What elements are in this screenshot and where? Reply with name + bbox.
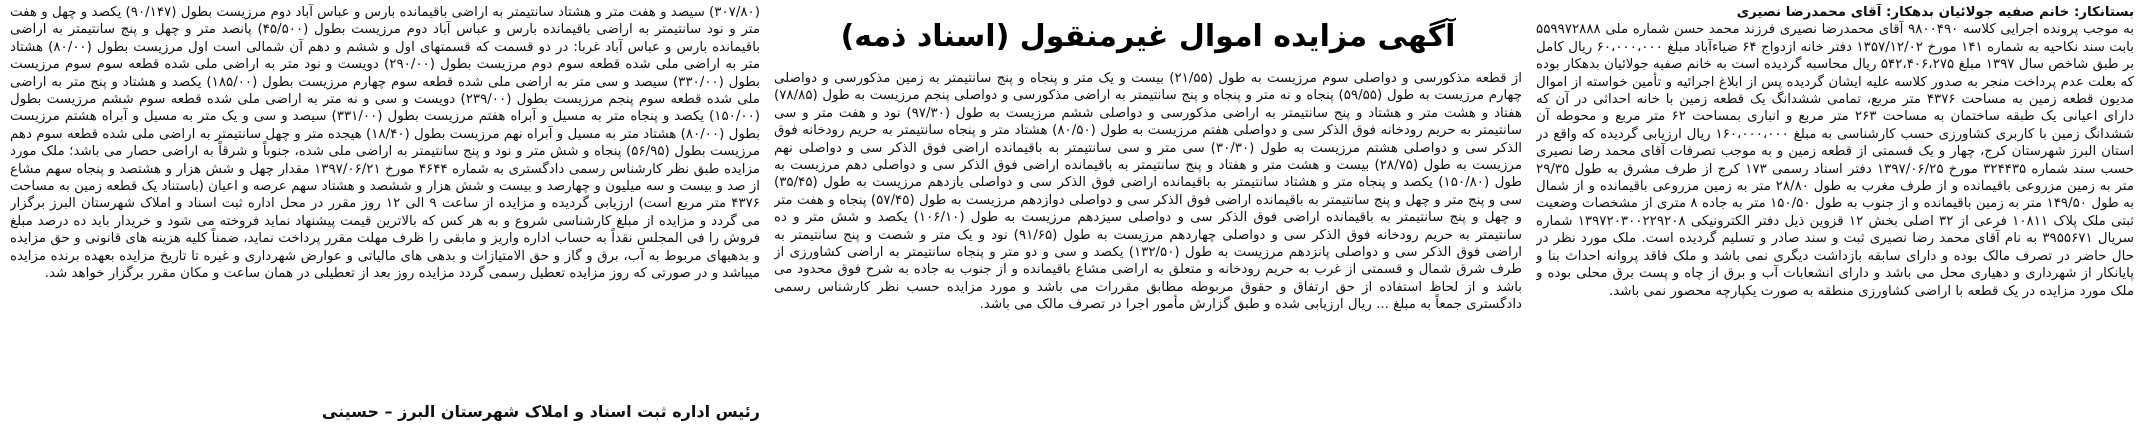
notice-body-left: (۳۰۷/۸۰) سیصد و هفت متر و هشتاد سانتیمتر به اراضی باقیمانده بارس و عباس آباد دوم مرزیست بطول (۹۰/۱۴۷) یکصد و چهل و هفت متر و نود سانتیمتر به اراضی باقیمانده بارس و عباس آباد دوم مرزیست بطول (۴۵/۵۰۰) پانصد متر و چهل و پنج سانتیمتر به اراضی باقیمانده بارس و عباس آباد غربا: در دو قسمت که قسمتهای اول و ششم و دهم آن شمالی است اول مرزیست بطول (۸۰/۰۰) هشتاد متر به اراضی ملی شده قطعه سوم دوم مرزیست بطول (۲۹۰/۰۰) دویست و نود متر به اراضی ملی شده قطعه سوم سوم مرزیست بطول (۳۳۰/۰۰) سیصد و سی متر به اراضی ملی شده قطعه سوم چهارم مرزیست بطول (۱۸۵/۰۰) یکصد و هشتاد و پنج متر به اراضی ملی شده قطعه سوم پنجم مرزیست بطول (۲۳۹/۰۰) دویست و سی و نه متر به اراضی ملی شده قطعه سوم ششم مرزیست بطول (۱۵۰/۰۰) یکصد و پنجاه متر به مسیل و آبراه هفتم مرزیست بطول (۳۳۱/۰۰) سیصد و سی و یک متر به مسیل و آبراه هشتم مرزیست بطول (۸۰/۰۰) هشتاد متر به مسیل و آبراه نهم مرزیست بطول (۱۸/۴۰) هیجده متر و چهل سانتیمتر به اراضی ملی شده قطعه سوم دهم مرزیست بطول (۵۶/۹۵) پنجاه و شش متر و نود و پنج سانتیمتر به اراضی ملی شده، جنوباً و شرقاً به اراضی حصار می باشد؛ ملک مورد مزایده طبق نظر کارشناس رسمی دادگستری به شماره ۴۶۴۴ مورخ ۱۳۹۷/۰۶/۲۱ مقدار چهل و شش هزار و هشتصد و پنجاه سهم مشاع از صد و بیست و سه میلیون و چهارصد و بیست و شش هزار و ششصد و هشتاد سهم عرصه و اعیان (باستناد یک قطعه زمین به مساحت ۴۳۷۶ متر مربع است) ارزیابی گردیده و مزایده از ساعت ۹ الی ۱۲ روز مقرر در محل اداره ثبت اسناد و املاک شهرستان البرز برگزار می گردد و مزایده از مبلغ کارشناسی شروع و به هر کس که بالاترین قیمت پیشنهاد نماید فروخته می شود و خریدار باید ده درصد مبلغ فروش را فی المجلس نقداً به حساب اداره واریز و مابقی را ظرف مهلت مقرر پرداخت نماید، ضمناً کلیه هزینه های قانونی و حق مزایده و بدهیهای مربوط به آب، برق و گاز و حق الامتیازات و بدهی های مالیاتی و عوارض شهرداری و غیره تا تاریخ مزایده بعهده برنده مزایده میباشد و در صورتی که روز مزایده تعطیل رسمی گردد مزایده روز بعد از تعطیلی در همان ساعت و مکان مقرر برگزار خواهد شد. [10, 5, 760, 282]
title-wrap [774, 4, 1522, 70]
creditor-debtor-line: بستانکار: خانم صفیه جولائیان بدهکار: آقای محمدرضا نصیری [1736, 5, 2134, 20]
notice-body-middle-wrap [774, 70, 1522, 423]
auction-notice [6, 4, 2134, 423]
notice-body-right: به موجب پرونده اجرایی کلاسه ۹۸۰۰۴۹۰ آقای محمدرضا نصیری فرزند محمد حسن شماره ملی ۵۵۹۹۷۲۸۸۸ بابت سند نکاحیه به شماره ۱۴۱ مورخ ۱۳۵۷/۱۲/۰۲ دفتر خانه ازدواج ۶۴ ضیاءآباد مبلغ ۶۰،۰۰۰،۰۰۰ ریال کامل بر طبق شاخص سال ۱۳۹۷ مبلغ ۵۴۲،۴۰۶،۲۷۵ ریال محاسبه گردیده است به خانم صفیه جولائیان بدهکار بوده که بعلت عدم پرداخت منجر به صدور کلاسه علیه ایشان گردیده پس از ابلاغ اجرائیه و تأمین خواسته از اموال مدیون قطعه زمین به مساحت ۴۳۷۶ متر مربع، تمامی ششدانگ یک قطعه زمین با خانه احداثی در آن که دارای اعیانی یک طبقه ساختمان به مساحت ۲۶۳ متر مربع و انباری بمساحت ۶۲ متر مربع و محوطه آن ششدانگ زمین با کاربری کشاورزی حسب کارشناسی به مبلغ ۱۶۰،۰۰۰،۰۰۰ ریال ارزیابی گردیده که واقع در استان البرز شهرستان کرج، چهار و یک قسمتی از قطعه زمین و به موجب تصرفات آقای محمد رضا نصیری حسب سند شماره ۳۲۴۴۳۵ مورخ ۱۳۹۷/۰۶/۲۵ دفتر اسناد رسمی ۱۷۳ کرج از طرف مشرق به طول ۲۹/۳۵ متر به زمین مزروعی باقیمانده و از طرف مغرب به طول ۲۸/۸۰ متر به زمین مزروعی باقیمانده و از شمال به طول ۱۴۹/۵۰ متر به زمین باقیمانده و از جنوب به طول ۱۵۰/۵۰ متر به جاده ۸ متری از مشخصات وضعیت ثبتی ملک پلاک ۱۰۸۱۱ فرعی از ۳۲ اصلی بخش ۱۲ قزوین ذیل دفتر الکترونیکی ۱۳۹۷۲۰۳۰۰۲۲۹۲۰۸ شماره سریال ۳۹۵۵۶۷۱ به نام آقای محمد رضا نصیری ثبت و سند صادر و تسلیم گردیده است. ملک مورد نظر در حال حاضر در تصرف مالک بوده و دارای سابقه بازداشت دیگری نمی باشد و ملک فاقد پروانه احداث بنا و پایانکار از شهرداری و دهیاری محل می باشد و دارای انشعابات آب و برق از چاه و پست برق محلی بوده و ملک مورد مزایده در یک قطعه با اراضی کشاورزی منطقه به صورت یکپارچه محصور نمی باشد. [1536, 22, 2134, 299]
notice-column-right [1536, 4, 2134, 423]
notice-column-middle [774, 4, 1522, 423]
signature: رئیس اداره ثبت اسناد و املاک شهرستان البرز – حسینی [321, 402, 760, 421]
notice-body-left-wrap [10, 4, 760, 395]
notice-column-left [10, 4, 760, 423]
notice-body-middle: از قطعه مذکورسی و دواصلی سوم مرزیست به طول (۲۱/۵۵) بیست و یک متر و پنجاه و پنج سانتیمتر به زمین مذکورسی و دواصلی چهارم مرزیست به طول (۵۹/۵۵) پنجاه و نه متر و پنجاه و پنج سانتیمتر به اراضی مذکورسی و دواصلی پنجم مرزیست به طول (۷۸/۸۵) هفتاد و هشت متر و هشتاد و پنج سانتیمتر به اراضی مذکورسی و دواصلی ششم مرزیست به طول (۹۷/۳۰) نود و هفت متر و سی سانتیمتر به حریم رودخانه فوق الذکر سی و دواصلی هفتم مرزیست به طول (۸۰/۵۰) هشتاد متر و پنجاه سانتیمتر به حریم رودخانه فوق الذکر سی و دواصلی هشتم مرزیست به طول (۳۰/۳۰) سی متر و سی سانتیمتر به باقیمانده اراضی فوق الذکر سی و دواصلی نهم مرزیست به طول (۲۸/۷۵) بیست و هشت متر و هفتاد و پنج سانتیمتر به باقیمانده اراضی فوق الذکر سی و دواصلی دهم مرزیست به طول (۱۵۰/۸۰) یکصد و پنجاه متر و هشتاد سانتیمتر به باقیمانده اراضی فوق الذکر سی و دواصلی یازدهم مرزیست به طول (۳۵/۴۵) سی و پنج متر و چهل و پنج سانتیمتر به باقیمانده اراضی فوق الذکر سی و دواصلی دوازدهم مرزیست به طول (۵۷/۴۵) پنجاه و هفت متر و چهل و پنج سانتیمتر به باقیمانده اراضی فوق الذکر سی و دواصلی سیزدهم مرزیست به طول (۱۰۶/۱۰) یکصد و شش متر و ده سانتیمتر به حریم رودخانه فوق الذکر سی و دواصلی چهاردهم مرزیست به طول (۹۱/۶۵) نود و یک متر و شصت و پنج سانتیمتر به اراضی فوق الذکر سی و دواصلی پانزدهم مرزیست به طول (۱۳۲/۵۰) یکصد و سی و دو متر و پنجاه سانتیمتر به اراضی کشاورزی از طرف شرق شمال و قسمتی از غرب به حریم رودخانه و متعلق به اراضی مشاع باقیمانده و از جنوب به جاده به شرح فوق محدود می باشد و از لحاظ استفاده از حق ارتفاق و حقوق مربوطه مطابق مقررات می باشد و مورد مزایده حسب نظر کارشناس رسمی دادگستری جمعاً به مبلغ ... ریال ارزیابی شده و طبق گزارش مأمور اجرا در تصرف مالک می باشد. [774, 71, 1522, 313]
notice-title: آگهی مزایده اموال غیرمنقول (اسناد ذمه) [840, 19, 1456, 54]
